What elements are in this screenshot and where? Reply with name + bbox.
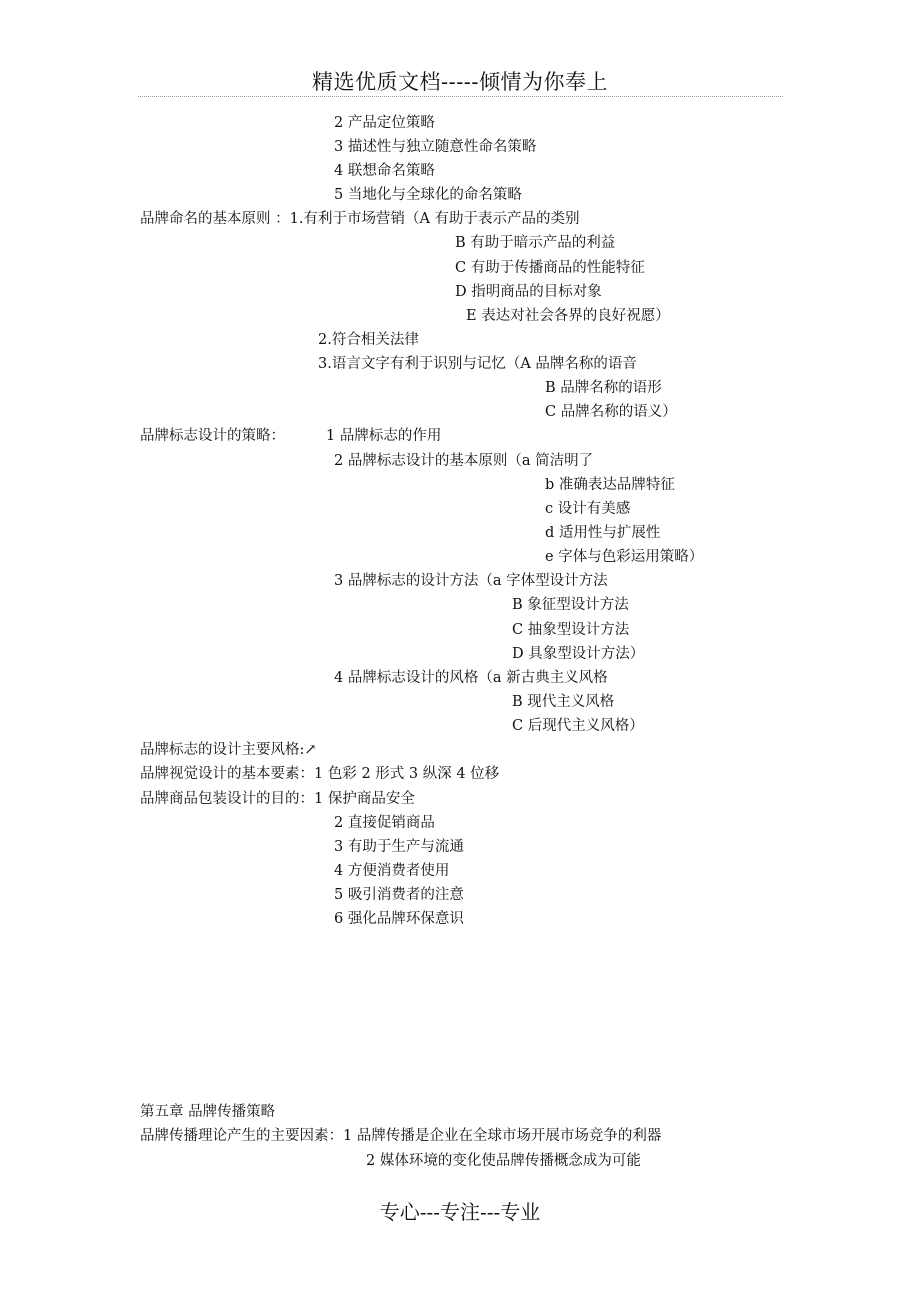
text-line: 3.语言文字有利于识别与记忆（A 品牌名称的语音: [318, 356, 637, 372]
text-line: 品牌传播理论产生的主要因素：1 品牌传播是企业在全球市场开展市场竞争的利器: [140, 1128, 662, 1144]
text-line: 2.符合相关法律: [318, 332, 419, 348]
text-line: C 后现代主义风格）: [512, 718, 644, 734]
text-line: 2 媒体环境的变化使品牌传播概念成为可能: [366, 1153, 641, 1169]
page-header: 精选优质文档-----倾情为你奉上: [312, 70, 608, 94]
text-line: B 品牌名称的语形: [545, 380, 662, 396]
text-line: 5 吸引消费者的注意: [334, 887, 464, 903]
text-line: 2 产品定位策略: [334, 115, 435, 131]
text-line: e 字体与色彩运用策略）: [545, 549, 704, 565]
text-line: 5 当地化与全球化的命名策略: [334, 187, 522, 203]
text-line: 品牌标志的设计主要风格:↗: [140, 742, 317, 758]
text-line: D 具象型设计方法）: [512, 646, 645, 662]
text-line: 6 强化品牌环保意识: [334, 911, 464, 927]
header-divider: [138, 96, 783, 97]
text-line: 品牌命名的基本原则 ：1.有利于市场营销（A 有助于表示产品的类别: [140, 211, 580, 227]
page-footer: 专心---专注---专业: [379, 1200, 541, 1224]
text-line: 4 品牌标志设计的风格（a 新古典主义风格: [334, 670, 608, 686]
text-line: c 设计有美感: [545, 501, 631, 517]
text-line: 2 直接促销商品: [334, 815, 435, 831]
chapter-heading: 第五章 品牌传播策略: [140, 1104, 276, 1120]
text-line: B 有助于暗示产品的利益: [455, 235, 616, 251]
text-line: 品牌视觉设计的基本要素：1 色彩 2 形式 3 纵深 4 位移: [140, 766, 500, 782]
text-line: C 品牌名称的语义）: [545, 404, 677, 420]
text-line: B 象征型设计方法: [512, 597, 629, 613]
text-line: D 指明商品的目标对象: [455, 284, 602, 300]
text-line: 3 有助于生产与流通: [334, 839, 464, 855]
text-line: 3 品牌标志的设计方法（a 字体型设计方法: [334, 573, 608, 589]
text-line: 4 方便消费者使用: [334, 863, 450, 879]
text-line: 1 品牌标志的作用: [326, 428, 442, 444]
text-line: 3 描述性与独立随意性命名策略: [334, 139, 537, 155]
text-line: E 表达对社会各界的良好祝愿）: [466, 308, 670, 324]
text-line: b 准确表达品牌特征: [545, 477, 675, 493]
text-line: d 适用性与扩展性: [545, 525, 661, 541]
text-line: C 有助于传播商品的性能特征: [455, 260, 645, 276]
text-line: C 抽象型设计方法: [512, 622, 630, 638]
text-line: 品牌商品包装设计的目的：1 保护商品安全: [140, 791, 415, 807]
text-line: 2 品牌标志设计的基本原则（a 简洁明了: [334, 453, 594, 469]
text-line: 4 联想命名策略: [334, 163, 435, 179]
text-line: B 现代主义风格: [512, 694, 615, 710]
text-line: 品牌标志设计的策略：: [140, 428, 285, 444]
